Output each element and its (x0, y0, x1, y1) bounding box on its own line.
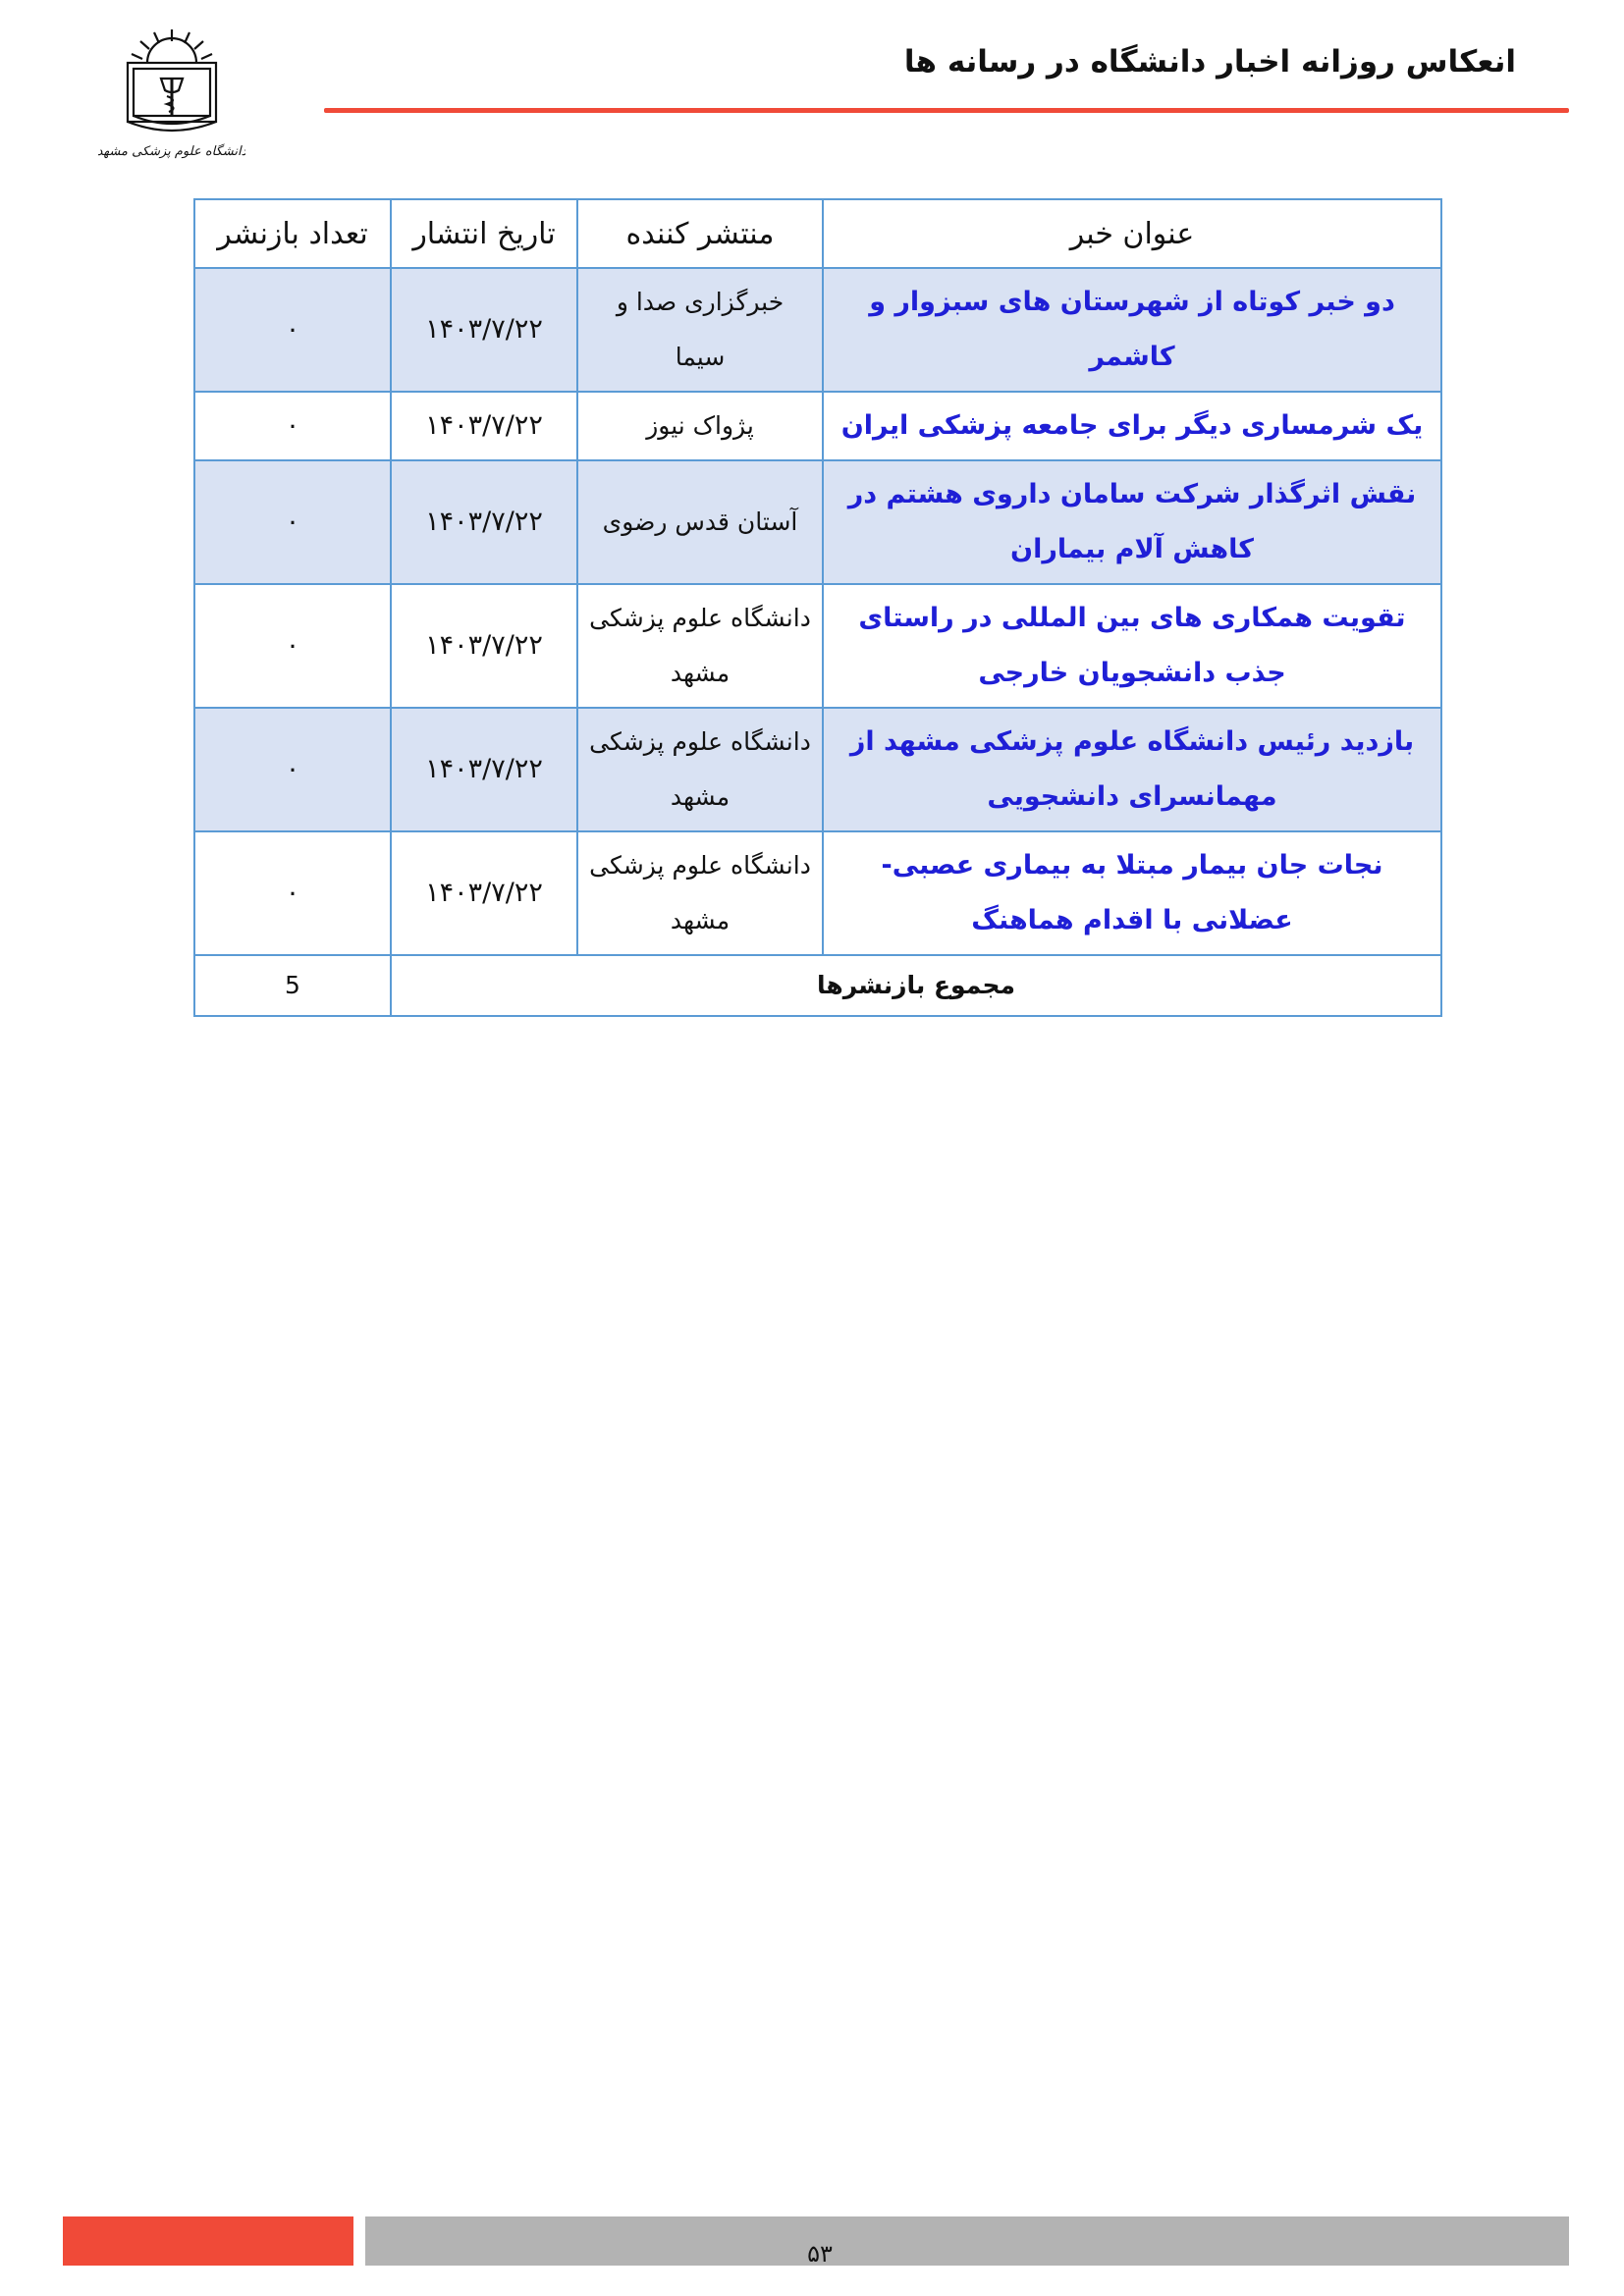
footer-gray-bar (365, 2216, 1569, 2266)
table-row (194, 584, 1441, 708)
date-cell: ۱۴۰۳/۷/۲۲ (391, 392, 577, 460)
news-title-link[interactable]: نقش اثرگذار شرکت سامان داروی هشتم در کاهش آلام بیماران (823, 460, 1441, 584)
page-number: ۵۳ (807, 2240, 833, 2268)
column-header-publisher: منتشر کننده (577, 199, 823, 268)
table-header-row (194, 199, 1441, 268)
total-value: 5 (194, 955, 391, 1016)
column-header-date: تاریخ انتشار (391, 199, 577, 268)
count-cell: ۰ (194, 460, 391, 584)
news-title-link[interactable]: یک شرمساری دیگر برای جامعه پزشکی ایران (823, 392, 1441, 460)
publisher-cell: دانشگاه علوم پزشکی مشهد (577, 708, 823, 831)
count-cell: ۰ (194, 831, 391, 955)
news-table (193, 198, 1442, 1017)
count-cell: ۰ (194, 584, 391, 708)
column-header-title: عنوان خبر (823, 199, 1441, 268)
total-label: مجموع بازنشرها (391, 955, 1441, 1016)
publisher-cell: آستان قدس رضوی (577, 460, 823, 584)
date-cell: ۱۴۰۳/۷/۲۲ (391, 460, 577, 584)
header-divider (324, 108, 1569, 113)
logo-caption: دانشگاه علوم پزشکی مشهد (98, 144, 245, 159)
column-header-count: تعداد بازنشر (194, 199, 391, 268)
publisher-cell: خبرگزاری صدا و سیما (577, 268, 823, 392)
table-total-row (194, 955, 1441, 1016)
university-logo (98, 20, 245, 167)
publisher-cell: پژواک نیوز (577, 392, 823, 460)
news-title-link[interactable]: بازدید رئیس دانشگاه علوم پزشکی مشهد از مهمانسرای دانشجویی (823, 708, 1441, 831)
footer-accent-bar (63, 2216, 353, 2266)
news-title-link[interactable]: نجات جان بیمار مبتلا به بیماری عصبی-عضلانی با اقدام هماهنگ (823, 831, 1441, 955)
page-title: انعکاس روزانه اخبار دانشگاه در رسانه ها (903, 44, 1516, 80)
date-cell: ۱۴۰۳/۷/۲۲ (391, 268, 577, 392)
date-cell: ۱۴۰۳/۷/۲۲ (391, 831, 577, 955)
date-cell: ۱۴۰۳/۷/۲۲ (391, 708, 577, 831)
publisher-cell: دانشگاه علوم پزشکی مشهد (577, 584, 823, 708)
news-title-link[interactable]: دو خبر کوتاه از شهرستان های سبزوار و کاشمر (823, 268, 1441, 392)
table-row (194, 708, 1441, 831)
news-title-link[interactable]: تقویت همکاری های بین المللی در راستای جذب دانشجویان خارجی (823, 584, 1441, 708)
publisher-cell: دانشگاه علوم پزشکی مشهد (577, 831, 823, 955)
logo-emblem-icon (98, 20, 245, 167)
table-row (194, 831, 1441, 955)
table-row (194, 460, 1441, 584)
count-cell: ۰ (194, 268, 391, 392)
table-row (194, 392, 1441, 460)
count-cell: ۰ (194, 708, 391, 831)
table-row (194, 268, 1441, 392)
count-cell: ۰ (194, 392, 391, 460)
date-cell: ۱۴۰۳/۷/۲۲ (391, 584, 577, 708)
